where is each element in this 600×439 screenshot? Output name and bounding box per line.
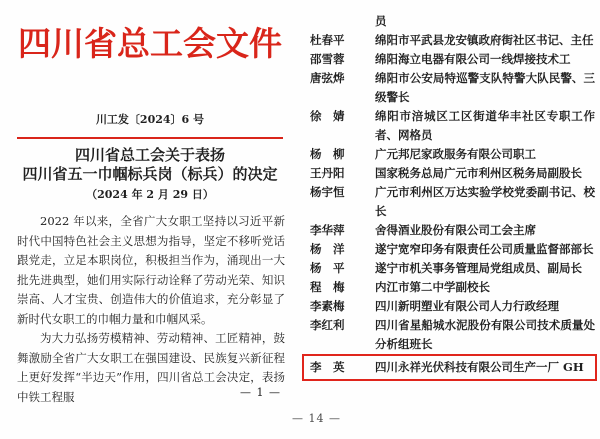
honoree-name: 李华萍 <box>310 223 345 237</box>
honoree-title: 绵阳海立电器有限公司一线焊接技术工 <box>375 52 571 66</box>
honoree-title: 遂宁宽窄印务有限责任公司质量监督部部长 <box>375 242 594 256</box>
honoree-name: 徐 婧 <box>310 109 345 123</box>
honoree-title: 舍得酒业股份有限公司工会主席 <box>375 223 536 237</box>
honoree-row <box>308 278 595 297</box>
honoree-row <box>308 358 595 377</box>
body-paragraph-1: 2022 年以来，全省广大女职工坚持以习近平新时代中国特色社会主义思想为指导，坚定不移听党话跟党走，立足本职岗位，积极担当作为，涌现出一大批先进典型，她们用实际行动诠释了劳动光荣、知识崇高、人才宝贵、创造伟大的价值追求，充分彰显了新时代女职工的巾帼力量和巾帼风采。 <box>17 214 285 326</box>
honoree-row <box>308 221 595 240</box>
honoree-title: 内江市第二中学副校长 <box>375 280 490 294</box>
honoree-name: 王丹阳 <box>310 166 345 180</box>
honoree-title: 四川永祥光伏科技有限公司生产一厂 GH <box>375 360 584 374</box>
honoree-name: 邵雪蓉 <box>310 52 345 66</box>
honoree-title: 广元市利州区万达实验学校党委副书记、校长 <box>375 185 595 218</box>
document-title-line1: 四川省总工会关于表扬 <box>74 146 225 164</box>
honoree-title: 广元邦尼家政服务有限公司职工 <box>375 147 536 161</box>
honoree-name: 杜春平 <box>310 33 345 47</box>
honoree-list <box>308 12 595 377</box>
honoree-name: 李红利 <box>310 318 345 332</box>
honoree-row <box>308 31 595 50</box>
honoree-row <box>308 183 595 221</box>
honoree-row <box>308 69 595 107</box>
honoree-row <box>308 145 595 164</box>
honoree-name: 程 梅 <box>310 280 345 294</box>
honoree-name: 杨 平 <box>310 261 345 275</box>
honoree-title: 绵阳市公安局特巡警支队特警大队民警、三级警长 <box>375 71 595 104</box>
page-right <box>292 0 600 439</box>
honoree-row <box>308 50 595 69</box>
honoree-title: 四川省星船城水泥股份有限公司技术质量处分析组班长 <box>375 318 595 351</box>
honoree-row <box>308 12 595 31</box>
page-number-left: — 1 — <box>240 386 281 399</box>
honoree-row <box>308 164 595 183</box>
document-title-line2: 四川省五一巾帼标兵岗（标兵）的决定 <box>22 165 278 183</box>
red-divider-line <box>17 137 283 139</box>
honoree-name: 唐弦烨 <box>310 71 345 85</box>
honoree-row <box>308 316 595 354</box>
honoree-name: 杨 柳 <box>310 147 345 161</box>
honoree-name: 杨 洋 <box>310 242 345 256</box>
page-number-right: — 14 — <box>292 412 341 425</box>
honoree-title: 员 <box>375 14 387 28</box>
document-body <box>17 212 285 407</box>
honoree-name <box>310 12 375 31</box>
honoree-name: 李 英 <box>310 360 345 374</box>
honoree-row <box>308 107 595 145</box>
body-paragraph-2: 为大力弘扬劳模精神、劳动精神、工匠精神，鼓舞激励全省广大女职工在强国建设、民族复兴新征程上更好发挥“半边天”作用，四川省总工会决定，表扬中铁工程服 <box>17 331 285 404</box>
honoree-title: 四川新明塑业有限公司人力行政经理 <box>375 299 559 313</box>
honoree-name: 李素梅 <box>310 299 345 313</box>
document-letterhead: 四川省总工会文件 <box>18 24 282 63</box>
honoree-title: 绵阳市涪城区工区街道华丰社区专职工作者、网格员 <box>375 109 595 142</box>
honoree-title: 遂宁市机关事务管理局党组成员、副局长 <box>375 261 582 275</box>
honoree-title: 国家税务总局广元市利州区税务局副股长 <box>375 166 582 180</box>
document-date: （2024 年 2 月 29 日） <box>86 188 214 201</box>
honoree-name: 杨宇恒 <box>310 185 345 199</box>
honoree-row <box>308 240 595 259</box>
honoree-title: 绵阳市平武县龙安镇政府街社区书记、主任 <box>375 33 594 47</box>
honoree-row <box>308 297 595 316</box>
honoree-row <box>308 259 595 278</box>
document-number: 川工发〔2024〕6 号 <box>95 113 205 126</box>
